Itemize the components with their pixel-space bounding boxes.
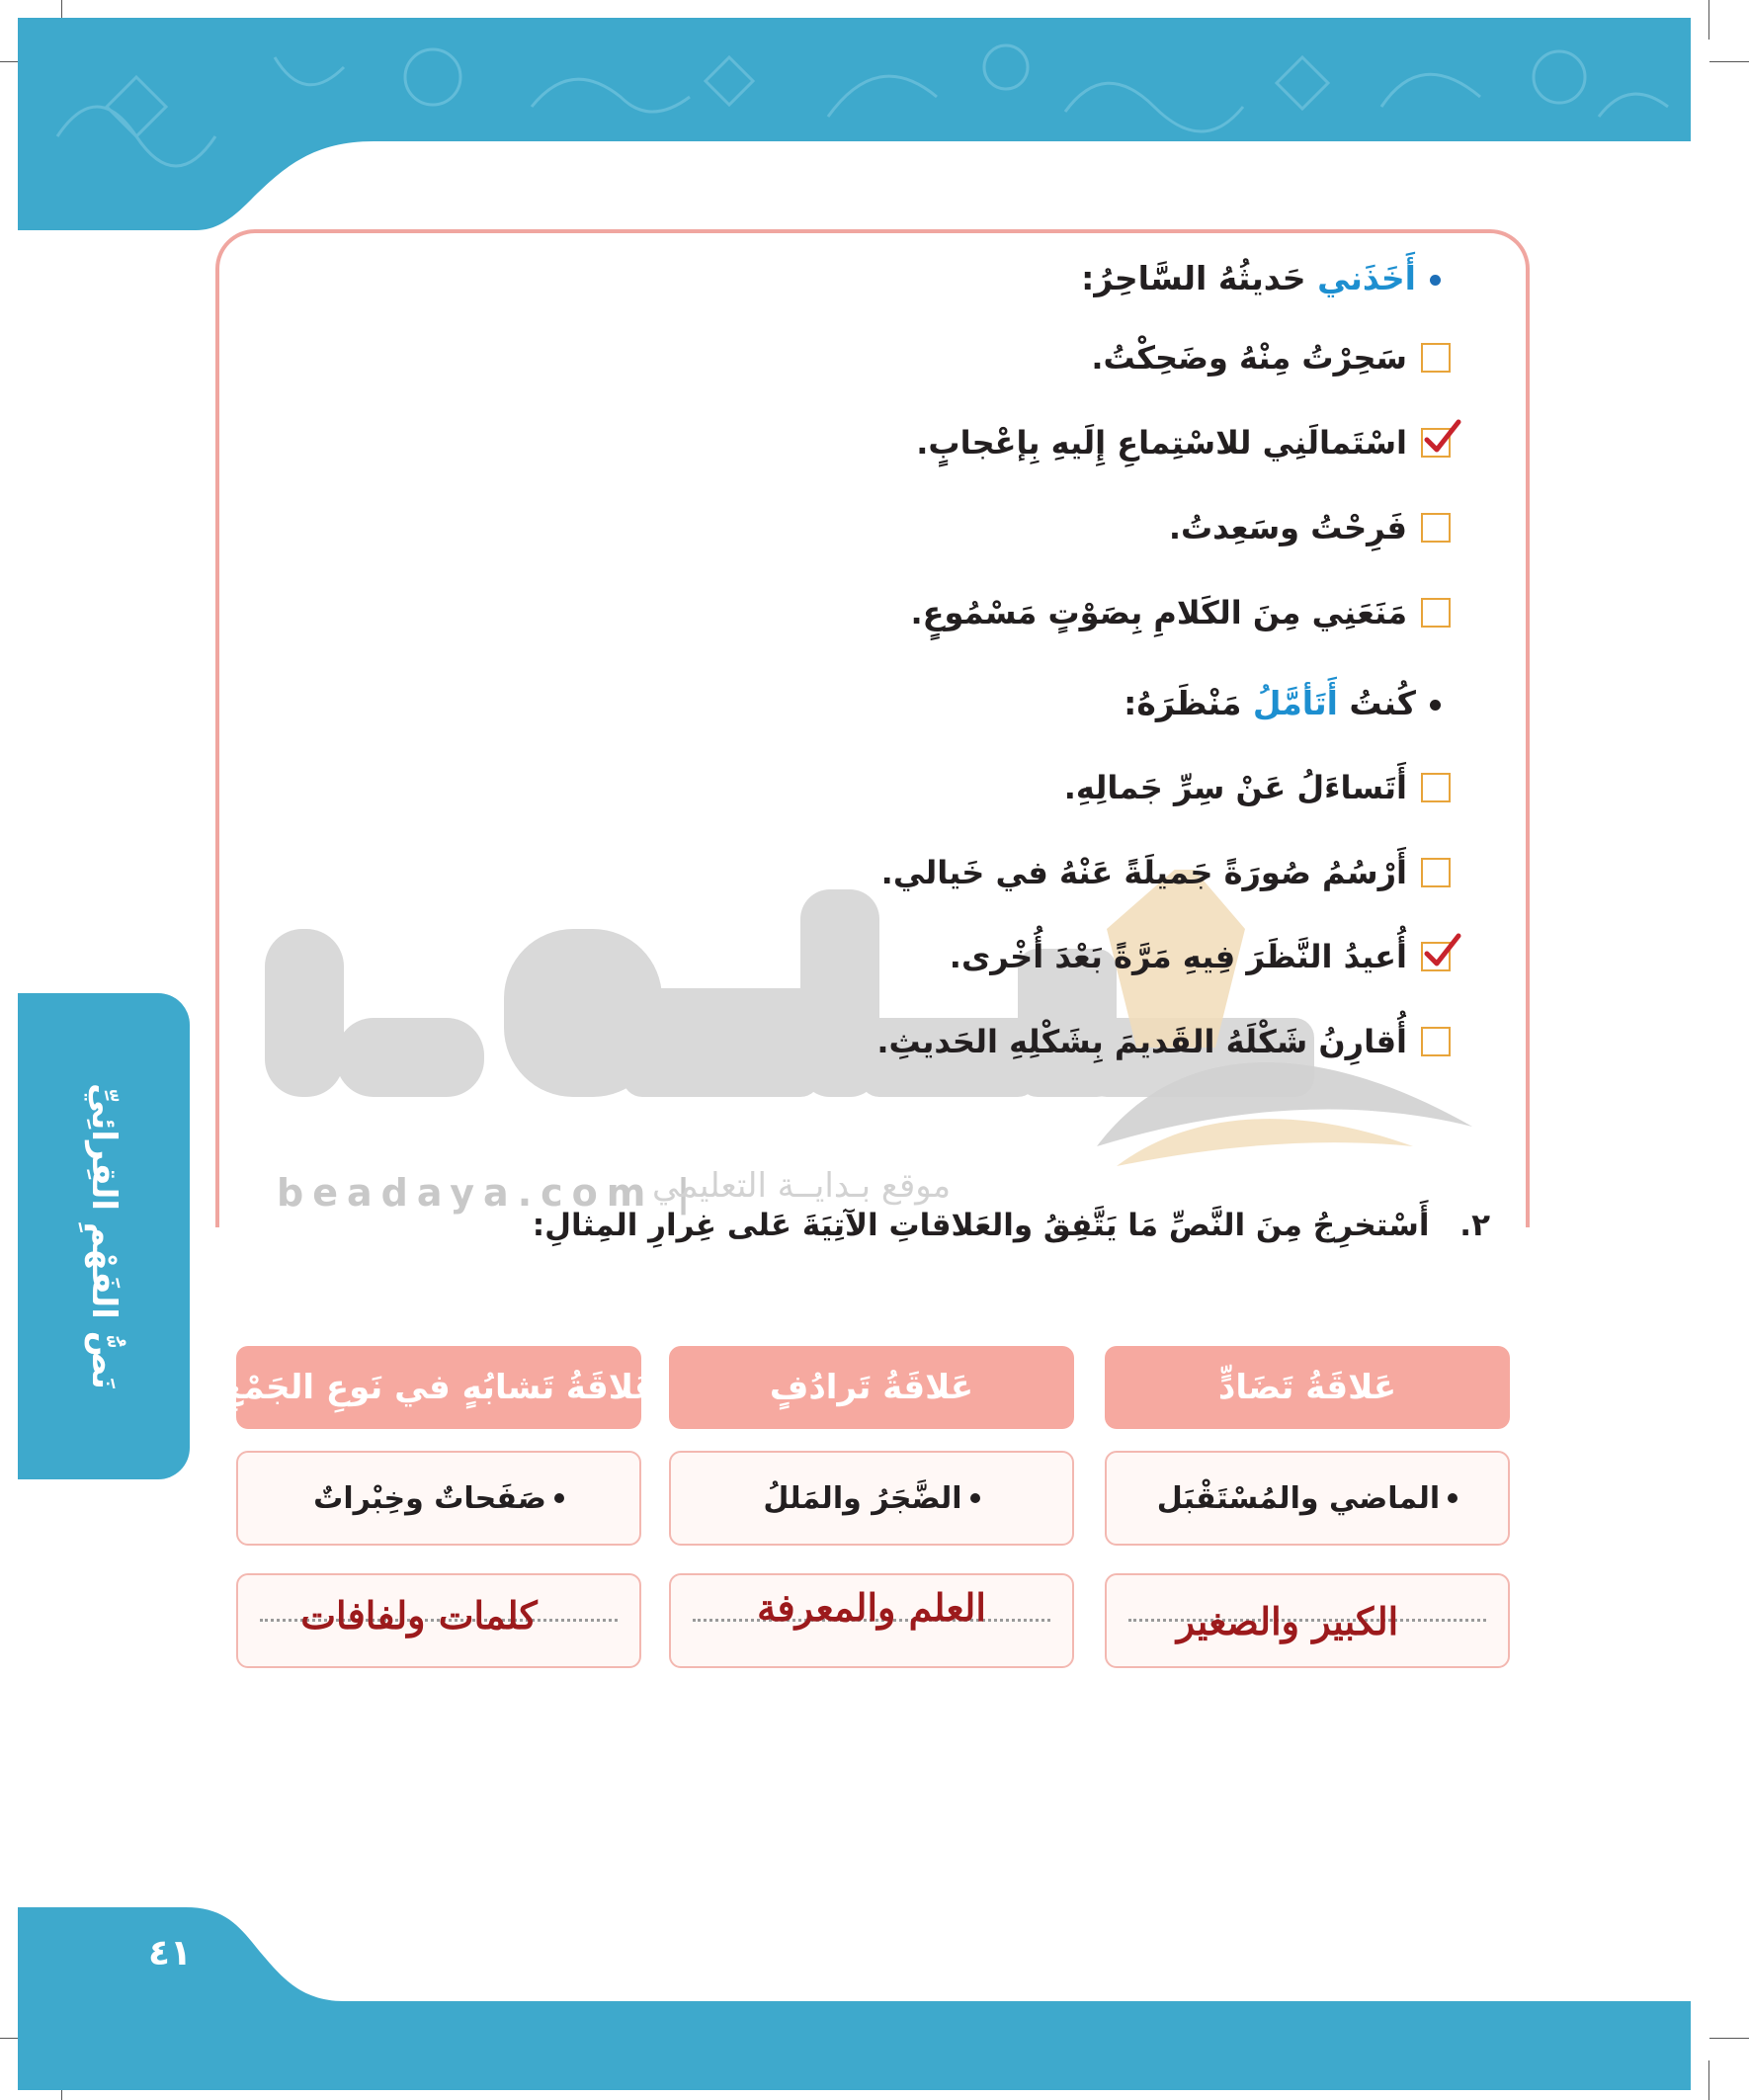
relation-example-plural-similarity bbox=[236, 1451, 641, 1546]
option-2-1[interactable] bbox=[1064, 769, 1451, 806]
checkbox-unchecked[interactable] bbox=[1421, 598, 1451, 628]
option-label: سَحِرْتُ مِنْهُ وضَحِكْتُ. bbox=[1091, 339, 1407, 377]
option-label: مَنَعَنِي مِنَ الكَلامِ بِصَوْتٍ مَسْمُوعٍ. bbox=[910, 594, 1407, 631]
option-2-3[interactable] bbox=[950, 938, 1451, 975]
red-checkmark-icon bbox=[1421, 932, 1462, 973]
header-band bbox=[18, 18, 1691, 230]
question-1-text: حَديثُهُ السَّاحِرُ: bbox=[1081, 259, 1318, 297]
red-checkmark-icon bbox=[1421, 418, 1462, 460]
handwritten-answer: كلمات ولفافات bbox=[300, 1592, 538, 1638]
example-text: الضَّجَرُ والمَللُ bbox=[763, 1480, 962, 1516]
relation-answer-antonym[interactable] bbox=[1105, 1573, 1510, 1668]
bullet-icon bbox=[970, 1493, 980, 1503]
section-side-tab bbox=[18, 993, 190, 1479]
relation-answer-synonym[interactable] bbox=[669, 1573, 1074, 1668]
exercise-2-instruction bbox=[533, 1208, 1490, 1243]
checkbox-unchecked[interactable] bbox=[1421, 1027, 1451, 1056]
option-label: أَتَساءَلُ عَنْ سِرِّ جَمالِهِ. bbox=[1063, 769, 1407, 806]
example-text: صَفَحاتٌ وخِبْراتٌ bbox=[313, 1480, 546, 1516]
checkbox-unchecked[interactable] bbox=[1421, 773, 1451, 802]
exercise-2-text: أَسْتخرِجُ مِنَ النَّصِّ مَا يَتَّفِقُ والعَلاقاتِ الآتِيَةَ عَلى غِرارِ المِثالِ: bbox=[532, 1208, 1430, 1243]
question-2-text: مَنْظَرَهُ: bbox=[1124, 684, 1253, 722]
exercise-2-number: ٢. bbox=[1459, 1208, 1490, 1243]
watermark-arabic-text: موقع بـدايــة التعليمي bbox=[652, 1166, 952, 1206]
page-number: ٤١ bbox=[148, 1933, 192, 1974]
bullet-icon bbox=[554, 1493, 564, 1503]
checkbox-unchecked[interactable] bbox=[1421, 513, 1451, 543]
checkbox-unchecked[interactable] bbox=[1421, 858, 1451, 887]
example-text: الماضي والمُسْتَقْبَل bbox=[1156, 1480, 1441, 1516]
option-label: اسْتَمالَنِي للاسْتِماعِ إِلَيهِ بِإعْجابٍ. bbox=[916, 424, 1407, 462]
question-2 bbox=[1124, 684, 1441, 722]
relation-answer-plural-similarity[interactable] bbox=[236, 1573, 641, 1668]
relation-example-antonym bbox=[1105, 1451, 1510, 1546]
question-1-highlight: أَخَذَني bbox=[1317, 259, 1416, 297]
handwritten-answer: الكبير والصغير bbox=[1176, 1598, 1399, 1643]
relation-heading-plural-similarity: عَلاقَةُ تَشابُهٍ في نَوعِ الجَمْعِ bbox=[236, 1346, 641, 1429]
question-1 bbox=[1081, 259, 1441, 297]
relation-heading-synonym: عَلاقَةُ تَرادُفٍ bbox=[669, 1346, 1074, 1429]
option-1-4[interactable] bbox=[910, 594, 1451, 631]
option-1-2[interactable] bbox=[916, 424, 1451, 462]
checkbox-checked[interactable] bbox=[1421, 428, 1451, 458]
footer-band bbox=[18, 1907, 1691, 2090]
option-label: فَرِحْتُ وسَعِدتُ. bbox=[1168, 509, 1407, 546]
option-1-3[interactable] bbox=[1169, 509, 1451, 546]
question-2-highlight: أَتَأمَّلُ bbox=[1252, 684, 1338, 722]
bullet-icon bbox=[1448, 1493, 1458, 1503]
option-label: أُعيدُ النَّظَرَ فِيهِ مَرَّةً بَعْدَ أُخْرى. bbox=[949, 938, 1407, 975]
option-label: أُقارِنُ شَكْلَهُ القَديمَ بِشَكْلِهِ الحَديثِ. bbox=[876, 1023, 1407, 1060]
checkbox-unchecked[interactable] bbox=[1421, 343, 1451, 373]
question-2-prefix: كُنتُ bbox=[1337, 684, 1416, 722]
watermark-url: beadaya.com | bbox=[277, 1171, 700, 1215]
relation-example-synonym bbox=[669, 1451, 1074, 1546]
option-2-2[interactable] bbox=[881, 854, 1451, 891]
relation-heading-antonym: عَلاقَةُ تَضَادٍّ bbox=[1105, 1346, 1510, 1429]
section-side-tab-label: نَصُّ الفَهْمِ القِرائِيِّ bbox=[84, 1083, 124, 1389]
option-2-4[interactable] bbox=[876, 1023, 1451, 1060]
option-label: أَرْسُمُ صُورَةً جَميلَةً عَنْهُ في خَيالي. bbox=[880, 854, 1407, 891]
bullet-icon bbox=[1430, 275, 1441, 286]
handwritten-answer: العلم والمعرفة bbox=[757, 1584, 986, 1630]
option-1-1[interactable] bbox=[1091, 339, 1451, 377]
bullet-icon bbox=[1430, 700, 1441, 711]
checkbox-checked[interactable] bbox=[1421, 942, 1451, 971]
